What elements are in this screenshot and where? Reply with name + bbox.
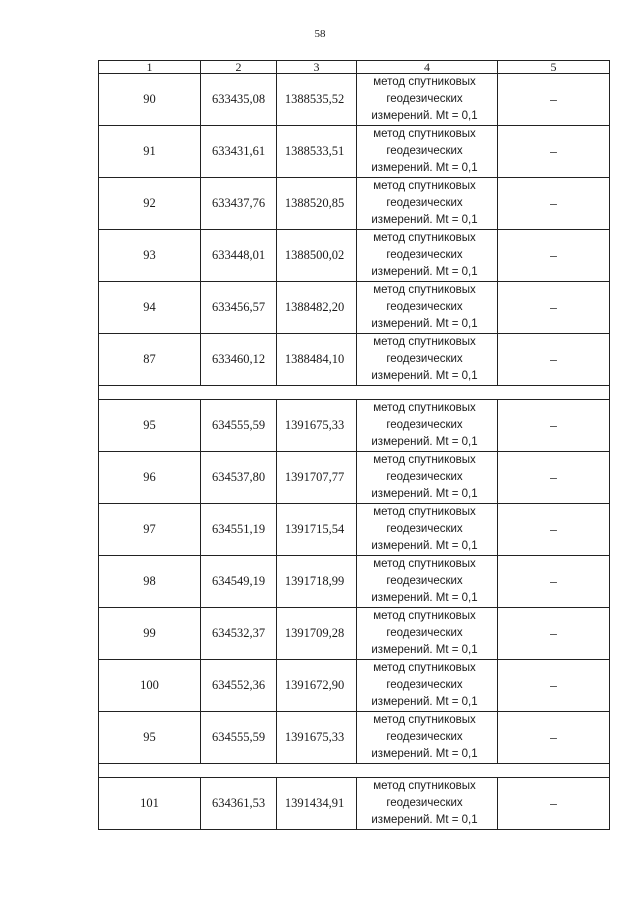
x-coordinate-cell: 634551,19	[201, 504, 277, 556]
x-coordinate-cell: 634555,59	[201, 712, 277, 764]
method-text-line-3: измерений. Mt = 0,1	[371, 436, 478, 448]
method-text-line-3: измерений. Mt = 0,1	[371, 696, 478, 708]
x-coordinate-cell: 633431,61	[201, 126, 277, 178]
method-cell	[357, 126, 498, 178]
method-text-line-2: геодезических	[386, 471, 463, 483]
accuracy-cell: –	[498, 778, 610, 830]
x-coordinate-cell: 634549,19	[201, 556, 277, 608]
y-coordinate-cell: 1391434,91	[277, 778, 357, 830]
method-text-line-2: геодезических	[386, 523, 463, 535]
point-number-cell: 90	[99, 74, 201, 126]
y-coordinate-cell: 1391675,33	[277, 400, 357, 452]
x-coordinate-cell: 634552,36	[201, 660, 277, 712]
point-number-cell: 100	[99, 660, 201, 712]
method-text-line-1: метод спутниковых	[373, 558, 476, 570]
accuracy-cell: –	[498, 608, 610, 660]
method-text-line-3: измерений. Mt = 0,1	[371, 214, 478, 226]
point-number-cell: 98	[99, 556, 201, 608]
method-cell	[357, 230, 498, 282]
table-row	[99, 334, 610, 386]
method-text-line-3: измерений. Mt = 0,1	[371, 110, 478, 122]
method-text-line-3: измерений. Mt = 0,1	[371, 748, 478, 760]
x-coordinate-cell: 633460,12	[201, 334, 277, 386]
y-coordinate-cell: 1391709,28	[277, 608, 357, 660]
accuracy-cell: –	[498, 712, 610, 764]
table-row	[99, 282, 610, 334]
x-coordinate-cell: 633456,57	[201, 282, 277, 334]
method-text-line-2: геодезических	[386, 679, 463, 691]
y-coordinate-cell: 1388484,10	[277, 334, 357, 386]
point-number-cell: 94	[99, 282, 201, 334]
accuracy-cell: –	[498, 452, 610, 504]
accuracy-cell: –	[498, 556, 610, 608]
point-number-cell: 87	[99, 334, 201, 386]
table-row	[99, 608, 610, 660]
method-text-line-3: измерений. Mt = 0,1	[371, 814, 478, 826]
y-coordinate-cell: 1388535,52	[277, 74, 357, 126]
table-row	[99, 230, 610, 282]
table-header-row	[99, 61, 610, 74]
y-coordinate-cell: 1391707,77	[277, 452, 357, 504]
method-text-line-3: измерений. Mt = 0,1	[371, 266, 478, 278]
accuracy-cell: –	[498, 178, 610, 230]
table-row	[99, 778, 610, 830]
page-number: 58	[314, 28, 326, 40]
accuracy-cell: –	[498, 282, 610, 334]
table-row	[99, 660, 610, 712]
table-row	[99, 400, 610, 452]
x-coordinate-cell: 633437,76	[201, 178, 277, 230]
method-text-line-1: метод спутниковых	[373, 336, 476, 348]
table-row	[99, 126, 610, 178]
y-coordinate-cell: 1388533,51	[277, 126, 357, 178]
method-cell	[357, 334, 498, 386]
column-header-4: 4	[357, 61, 498, 74]
method-text-line-3: измерений. Mt = 0,1	[371, 370, 478, 382]
method-text-line-2: геодезических	[386, 575, 463, 587]
method-text-line-1: метод спутниковых	[373, 506, 476, 518]
column-header-1: 1	[99, 61, 201, 74]
method-text-line-1: метод спутниковых	[373, 610, 476, 622]
column-header-3: 3	[277, 61, 357, 74]
table-row	[99, 178, 610, 230]
y-coordinate-cell: 1391715,54	[277, 504, 357, 556]
x-coordinate-cell: 634532,37	[201, 608, 277, 660]
method-text-line-1: метод спутниковых	[373, 128, 476, 140]
coordinates-table	[98, 60, 610, 830]
method-text-line-2: геодезических	[386, 797, 463, 809]
y-coordinate-cell: 1388520,85	[277, 178, 357, 230]
method-cell	[357, 608, 498, 660]
method-cell	[357, 660, 498, 712]
point-number-cell: 101	[99, 778, 201, 830]
accuracy-cell: –	[498, 660, 610, 712]
method-text-line-2: геодезических	[386, 731, 463, 743]
method-text-line-3: измерений. Mt = 0,1	[371, 162, 478, 174]
accuracy-cell: –	[498, 334, 610, 386]
accuracy-cell: –	[498, 504, 610, 556]
coordinates-table-body	[99, 61, 610, 830]
method-text-line-2: геодезических	[386, 93, 463, 105]
accuracy-cell: –	[498, 74, 610, 126]
table-row	[99, 712, 610, 764]
method-text-line-1: метод спутниковых	[373, 714, 476, 726]
table-row	[99, 452, 610, 504]
x-coordinate-cell: 634537,80	[201, 452, 277, 504]
method-text-line-3: измерений. Mt = 0,1	[371, 540, 478, 552]
method-cell	[357, 452, 498, 504]
accuracy-cell: –	[498, 126, 610, 178]
table-row	[99, 74, 610, 126]
x-coordinate-cell: 634361,53	[201, 778, 277, 830]
y-coordinate-cell: 1391672,90	[277, 660, 357, 712]
method-cell	[357, 778, 498, 830]
group-separator-row	[99, 764, 610, 778]
separator-cell	[99, 386, 610, 400]
accuracy-cell: –	[498, 400, 610, 452]
accuracy-cell: –	[498, 230, 610, 282]
point-number-cell: 95	[99, 400, 201, 452]
method-cell	[357, 712, 498, 764]
method-text-line-1: метод спутниковых	[373, 780, 476, 792]
method-text-line-2: геодезических	[386, 249, 463, 261]
method-text-line-3: измерений. Mt = 0,1	[371, 318, 478, 330]
table-row	[99, 504, 610, 556]
point-number-cell: 92	[99, 178, 201, 230]
method-text-line-2: геодезических	[386, 419, 463, 431]
method-text-line-2: геодезических	[386, 627, 463, 639]
method-text-line-2: геодезических	[386, 145, 463, 157]
method-text-line-1: метод спутниковых	[373, 454, 476, 466]
y-coordinate-cell: 1388500,02	[277, 230, 357, 282]
method-text-line-3: измерений. Mt = 0,1	[371, 644, 478, 656]
method-text-line-2: геодезических	[386, 301, 463, 313]
y-coordinate-cell: 1391718,99	[277, 556, 357, 608]
separator-cell	[99, 764, 610, 778]
y-coordinate-cell: 1391675,33	[277, 712, 357, 764]
method-cell	[357, 556, 498, 608]
x-coordinate-cell: 633448,01	[201, 230, 277, 282]
point-number-cell: 96	[99, 452, 201, 504]
column-header-5: 5	[498, 61, 610, 74]
method-cell	[357, 282, 498, 334]
method-text-line-1: метод спутниковых	[373, 232, 476, 244]
method-text-line-3: измерений. Mt = 0,1	[371, 488, 478, 500]
method-cell	[357, 400, 498, 452]
method-text-line-3: измерений. Mt = 0,1	[371, 592, 478, 604]
table-row	[99, 556, 610, 608]
method-text-line-1: метод спутниковых	[373, 180, 476, 192]
method-text-line-2: геодезических	[386, 353, 463, 365]
method-cell	[357, 74, 498, 126]
point-number-cell: 95	[99, 712, 201, 764]
method-cell	[357, 178, 498, 230]
method-text-line-1: метод спутниковых	[373, 402, 476, 414]
point-number-cell: 93	[99, 230, 201, 282]
method-text-line-1: метод спутниковых	[373, 76, 476, 88]
method-text-line-1: метод спутниковых	[373, 284, 476, 296]
point-number-cell: 97	[99, 504, 201, 556]
column-header-2: 2	[201, 61, 277, 74]
x-coordinate-cell: 633435,08	[201, 74, 277, 126]
y-coordinate-cell: 1388482,20	[277, 282, 357, 334]
x-coordinate-cell: 634555,59	[201, 400, 277, 452]
method-cell	[357, 504, 498, 556]
group-separator-row	[99, 386, 610, 400]
method-text-line-2: геодезических	[386, 197, 463, 209]
method-text-line-1: метод спутниковых	[373, 662, 476, 674]
point-number-cell: 91	[99, 126, 201, 178]
point-number-cell: 99	[99, 608, 201, 660]
